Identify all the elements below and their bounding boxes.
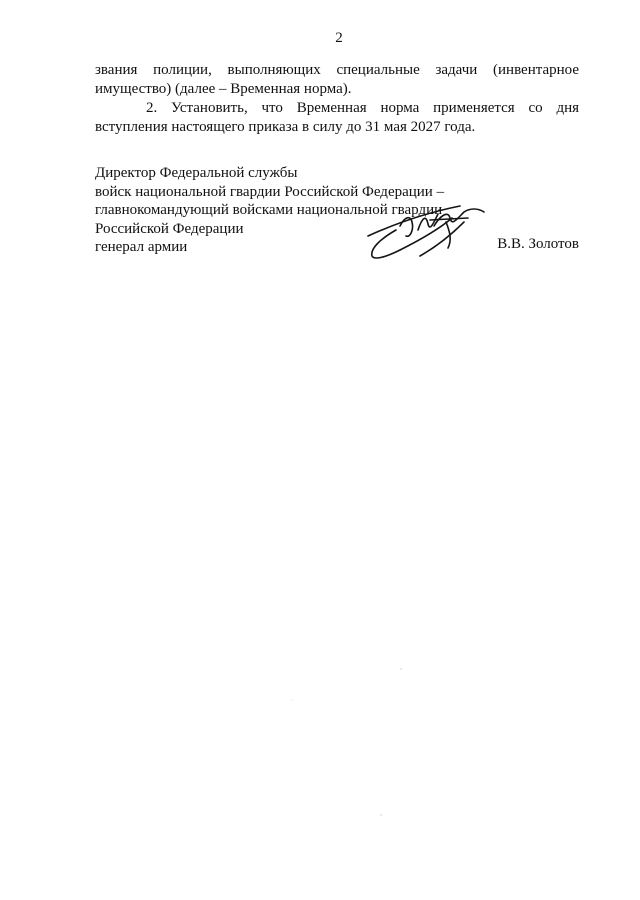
signatory-title-line: главнокомандующий войсками национальной гвардии: [95, 202, 443, 218]
signatory-title-line: Директор Федеральной службы: [95, 165, 298, 181]
paragraph-continuation: [95, 61, 579, 99]
word: 2. Установить,: [146, 100, 248, 116]
signatory-rank: генерал армии: [95, 239, 188, 255]
word: задачи: [435, 62, 478, 78]
page-number: 2: [335, 30, 343, 46]
signer-name: В.В. Золотов: [497, 236, 579, 252]
word: дня: [556, 100, 580, 116]
handwritten-signature: [360, 196, 490, 266]
word: Временная: [296, 100, 367, 116]
paragraph-line: [95, 99, 579, 118]
paragraph-item-2: [95, 99, 579, 137]
signatory-title-line: Российской Федерации: [95, 220, 244, 237]
word: норма: [380, 100, 420, 116]
word: звания: [95, 62, 138, 78]
word: что: [261, 100, 283, 116]
word: выполняющих: [227, 62, 321, 78]
word: применяется: [433, 100, 515, 116]
paragraph-line: вступления настоящего приказа в силу до 31 мая 2027 года.: [95, 119, 476, 135]
word: (инвентарное: [493, 62, 580, 78]
signatory-title-line: войск национальной гвардии Российской Федерации –: [95, 183, 445, 200]
word: со: [528, 100, 543, 116]
paragraph-line: имущество) (далее – Временная норма).: [95, 81, 352, 97]
paragraph-line: [95, 61, 579, 80]
word: полиции,: [153, 62, 212, 78]
word: специальные: [336, 62, 420, 78]
